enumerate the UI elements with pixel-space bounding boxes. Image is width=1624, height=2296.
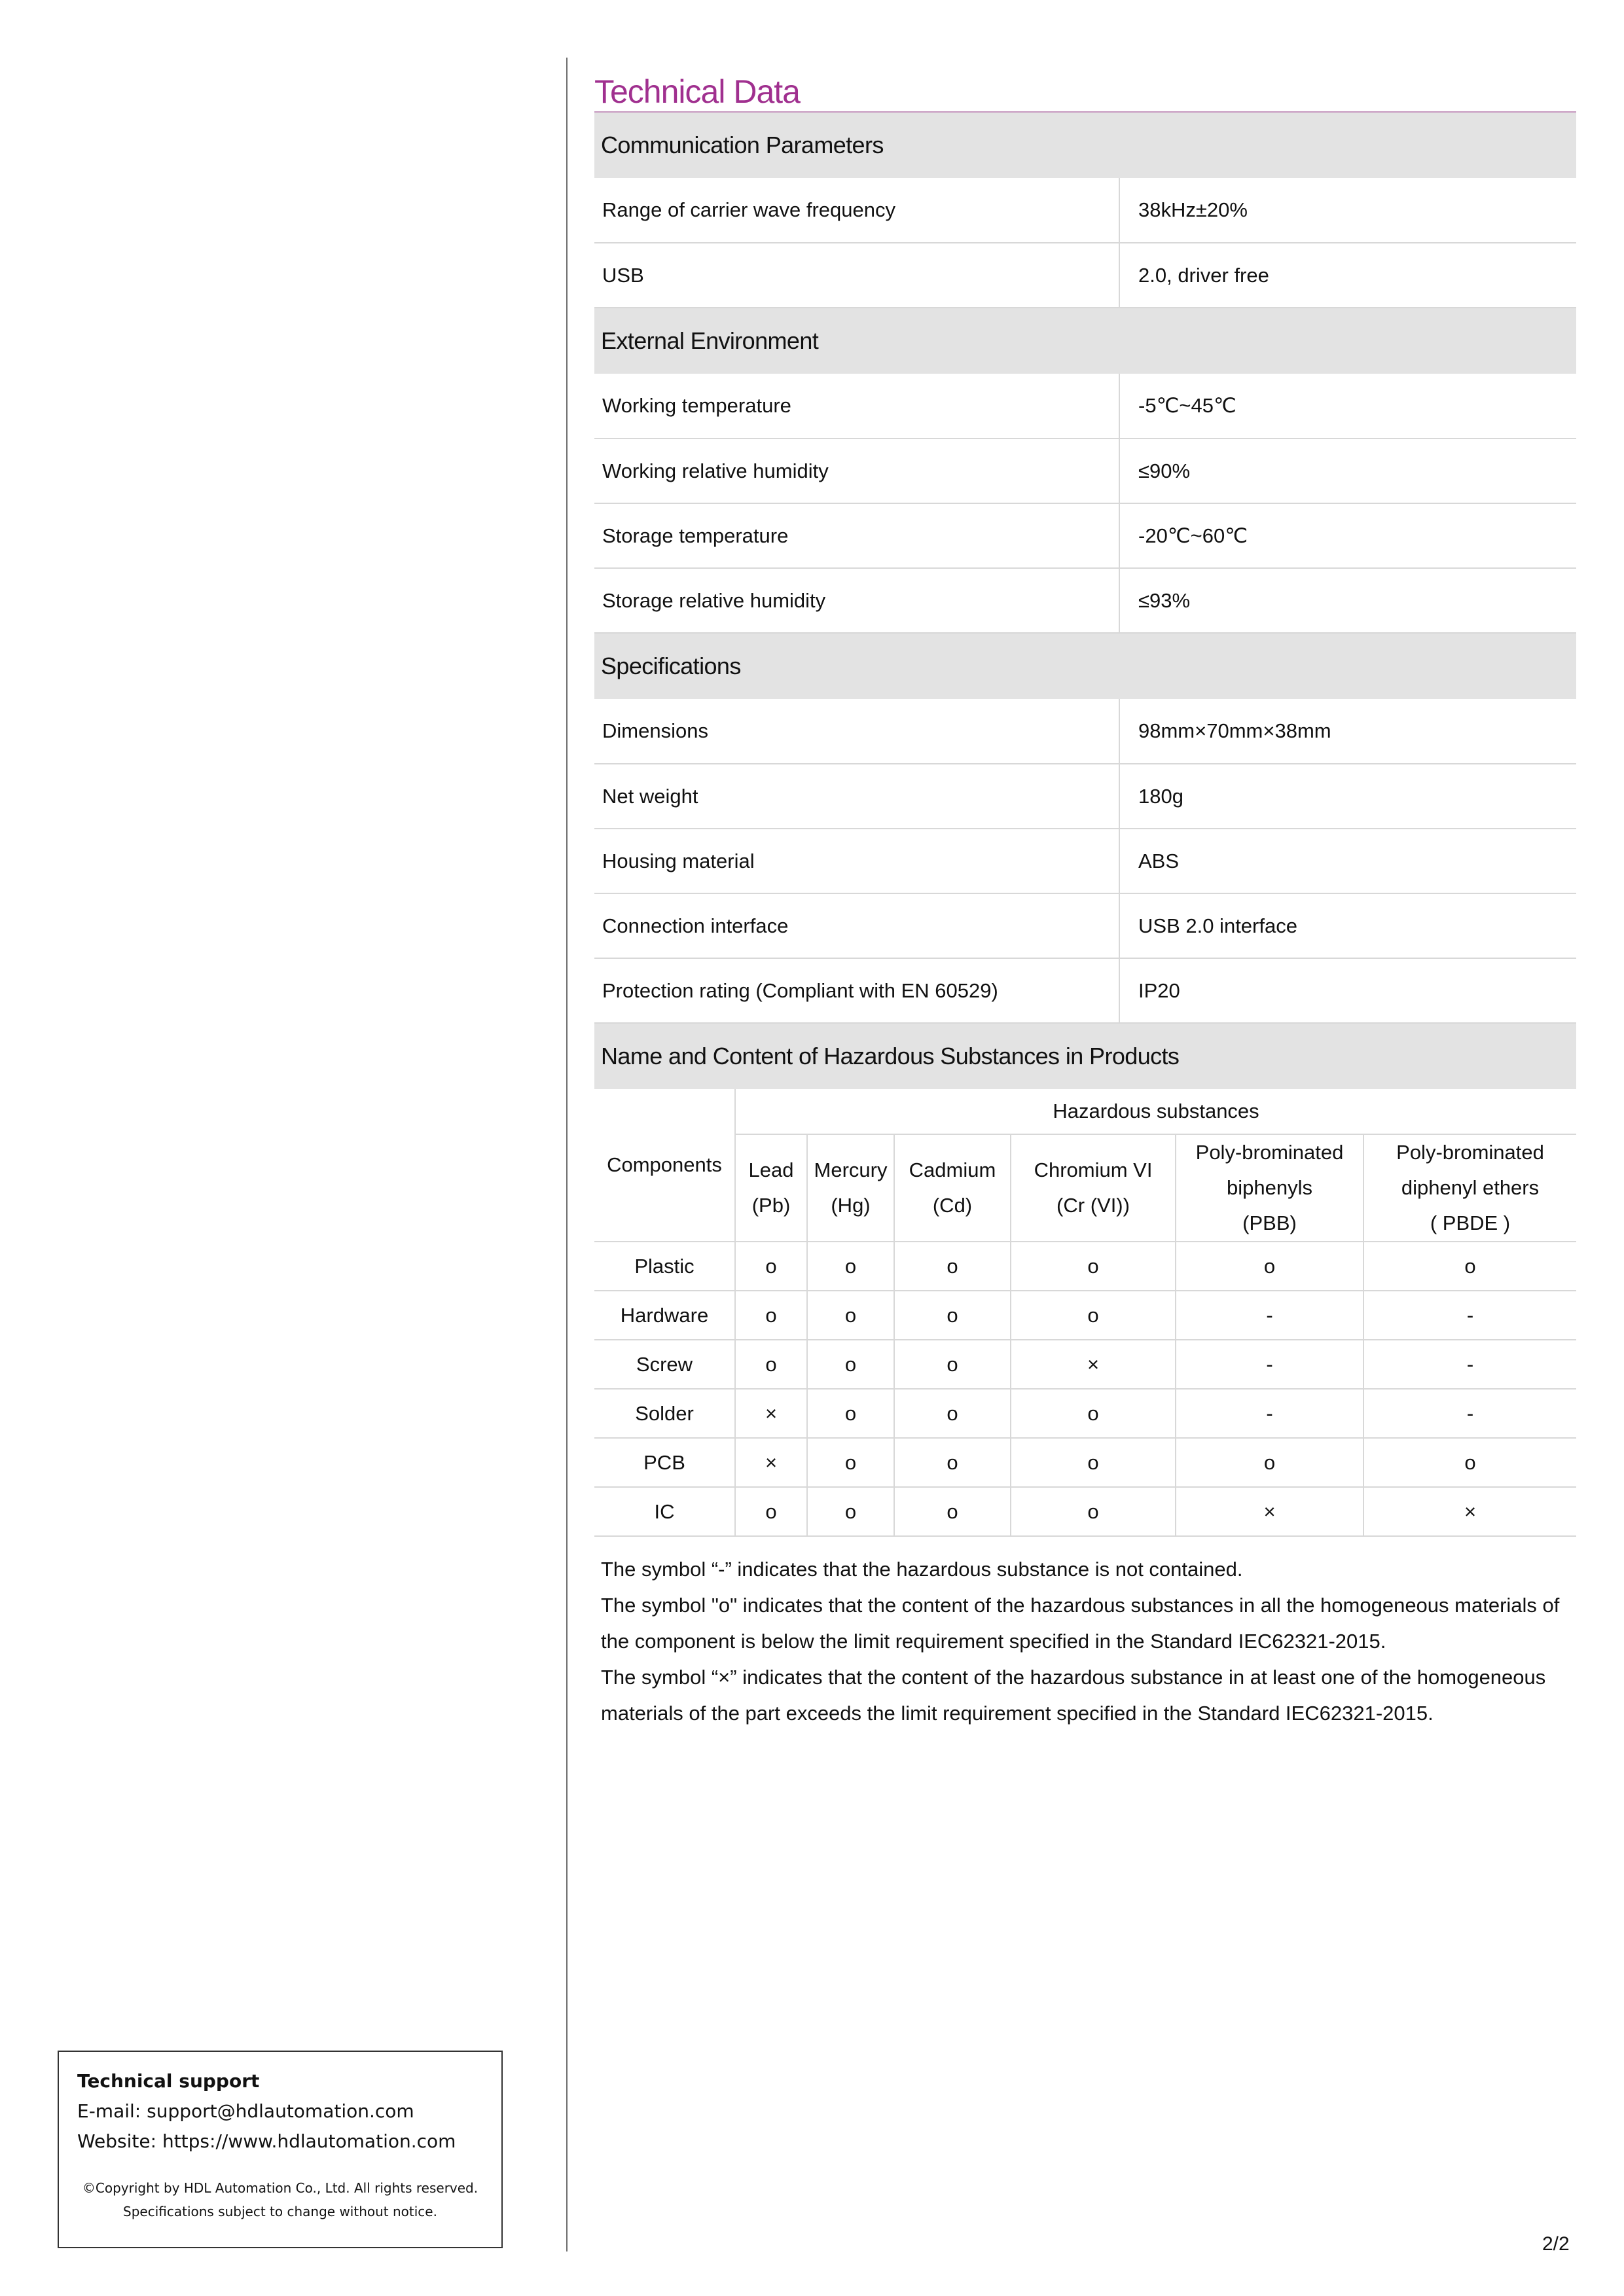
table-row [594,374,1576,439]
page-number: 2/2 [1542,2233,1570,2255]
substance-header-line: Cadmium [909,1158,996,1181]
substance-value: o [807,1389,894,1438]
substance-value: - [1176,1291,1363,1340]
section-header-environment: External Environment [594,308,1576,374]
section-header-specifications: Specifications [594,634,1576,699]
vertical-divider [566,58,568,2251]
substance-value: × [1363,1487,1576,1536]
support-website: Website: https://www.hdlautomation.com [77,2130,456,2152]
note-cross: The symbol “×” indicates that the content of the hazardous substance in at least one of the homogeneous materials of the part exceeds the limit requirement specified in the Standard IEC62321-2015. [601,1666,1546,1725]
table-row [594,1438,1576,1487]
table-row [594,958,1576,1023]
param-label: Storage relative humidity [594,568,1119,633]
components-header: Components [594,1089,735,1242]
disclaimer-text: Specifications subject to change without notice. [123,2204,437,2219]
substance-value: - [1176,1340,1363,1389]
substance-value: o [807,1487,894,1536]
substance-value: - [1363,1389,1576,1438]
substance-header-line: ( PBDE ) [1430,1211,1511,1234]
substance-column-header [735,1134,807,1242]
table-row [594,439,1576,503]
param-label: Dimensions [594,699,1119,764]
table-row [594,503,1576,568]
component-name: PCB [594,1438,735,1487]
param-label: Range of carrier wave frequency [594,178,1119,243]
table-row [594,568,1576,633]
substance-header-line: (Pb) [751,1194,791,1217]
table-row [594,1242,1576,1291]
support-title: Technical support [77,2070,260,2092]
substance-value: o [894,1438,1011,1487]
substance-value: o [1363,1242,1576,1291]
substance-value: × [735,1438,807,1487]
section-header-hazardous: Name and Content of Hazardous Substances in Products [594,1024,1576,1089]
param-label: Connection interface [594,893,1119,958]
substance-header-line: Lead [748,1158,794,1181]
substance-value: o [1363,1438,1576,1487]
table-row [594,764,1576,829]
substance-value: o [894,1487,1011,1536]
substance-value: o [1011,1438,1176,1487]
substance-header-line: (Cd) [932,1194,973,1217]
component-name: IC [594,1487,735,1536]
param-value: 180g [1119,764,1576,829]
substance-column-header [894,1134,1011,1242]
substance-header-line: Poly-brominated [1396,1141,1544,1164]
hazardous-substances-table [594,1089,1576,1537]
specifications-table [594,699,1576,1024]
substance-value: o [1011,1242,1176,1291]
support-email: E-mail: support@hdlautomation.com [77,2100,414,2122]
page-title: Technical Data [594,73,800,110]
substance-value: - [1176,1389,1363,1438]
substance-value: o [807,1438,894,1487]
param-value: -20℃~60℃ [1119,503,1576,568]
copyright-text: ©Copyright by HDL Automation Co., Ltd. All rights reserved. [82,2180,478,2196]
section-header-communication: Communication Parameters [594,113,1576,178]
component-name: Screw [594,1340,735,1389]
param-label: Storage temperature [594,503,1119,568]
table-row [594,1340,1576,1389]
substance-value: o [1011,1291,1176,1340]
table-row [594,178,1576,243]
technical-data-content [594,72,1576,1731]
substance-value: o [735,1242,807,1291]
substance-value: o [1011,1389,1176,1438]
substance-value: - [1363,1340,1576,1389]
substance-header-line: (Cr (VI)) [1056,1194,1130,1217]
param-label: Housing material [594,829,1119,893]
substance-value: o [894,1340,1011,1389]
substance-header-line: (PBB) [1242,1211,1297,1234]
param-label: Protection rating (Compliant with EN 60529) [594,958,1119,1023]
substance-value: o [735,1487,807,1536]
table-row [594,243,1576,308]
substance-header-line: Chromium VI [1034,1158,1153,1181]
table-row [594,893,1576,958]
substance-value: o [894,1242,1011,1291]
substance-header-line: (Hg) [831,1194,871,1217]
param-value: ABS [1119,829,1576,893]
param-value: USB 2.0 interface [1119,893,1576,958]
substance-value: o [807,1340,894,1389]
param-label: USB [594,243,1119,308]
substance-value: o [1011,1487,1176,1536]
substance-value: o [894,1291,1011,1340]
substance-value: × [735,1389,807,1438]
symbol-notes [594,1551,1576,1731]
substance-column-header [1363,1134,1576,1242]
hazardous-substances-header: Hazardous substances [735,1089,1576,1134]
component-name: Hardware [594,1291,735,1340]
substance-column-header [807,1134,894,1242]
substance-value: × [1176,1487,1363,1536]
param-value: IP20 [1119,958,1576,1023]
table-row [594,699,1576,764]
substance-column-header [1011,1134,1176,1242]
substance-header-line: Poly-brominated [1195,1141,1344,1164]
param-label: Working temperature [594,374,1119,439]
substance-value: o [894,1389,1011,1438]
copyright-notice [77,2176,483,2223]
technical-support-box [58,2051,503,2248]
param-label: Working relative humidity [594,439,1119,503]
substance-value: - [1363,1291,1576,1340]
param-value: ≤90% [1119,439,1576,503]
param-label: Net weight [594,764,1119,829]
substance-value: × [1011,1340,1176,1389]
component-name: Solder [594,1389,735,1438]
note-circle: The symbol "o" indicates that the content of the hazardous substances in all the homogeneous materials of the component is below the limit requirement specified in the Standard IEC62321-2015. [601,1594,1560,1653]
param-value: 98mm×70mm×38mm [1119,699,1576,764]
substance-header-line: biphenyls [1227,1176,1312,1199]
param-value: ≤93% [1119,568,1576,633]
substance-header-line: Mercury [814,1158,888,1181]
table-subheader-row [594,1134,1576,1242]
substance-header-line: diphenyl ethers [1401,1176,1540,1199]
table-row [594,1291,1576,1340]
substance-value: o [735,1291,807,1340]
param-value: 2.0, driver free [1119,243,1576,308]
table-row [594,829,1576,893]
component-name: Plastic [594,1242,735,1291]
communication-table [594,178,1576,308]
param-value: 38kHz±20% [1119,178,1576,243]
substance-value: o [1176,1438,1363,1487]
table-row [594,1487,1576,1536]
substance-value: o [807,1291,894,1340]
substance-value: o [807,1242,894,1291]
table-row [594,1389,1576,1438]
substance-value: o [1176,1242,1363,1291]
substance-column-header [1176,1134,1363,1242]
param-value: -5℃~45℃ [1119,374,1576,439]
substance-value: o [735,1340,807,1389]
table-header-row [594,1089,1576,1134]
environment-table [594,374,1576,634]
note-dash: The symbol “-” indicates that the hazardous substance is not contained. [601,1558,1243,1581]
